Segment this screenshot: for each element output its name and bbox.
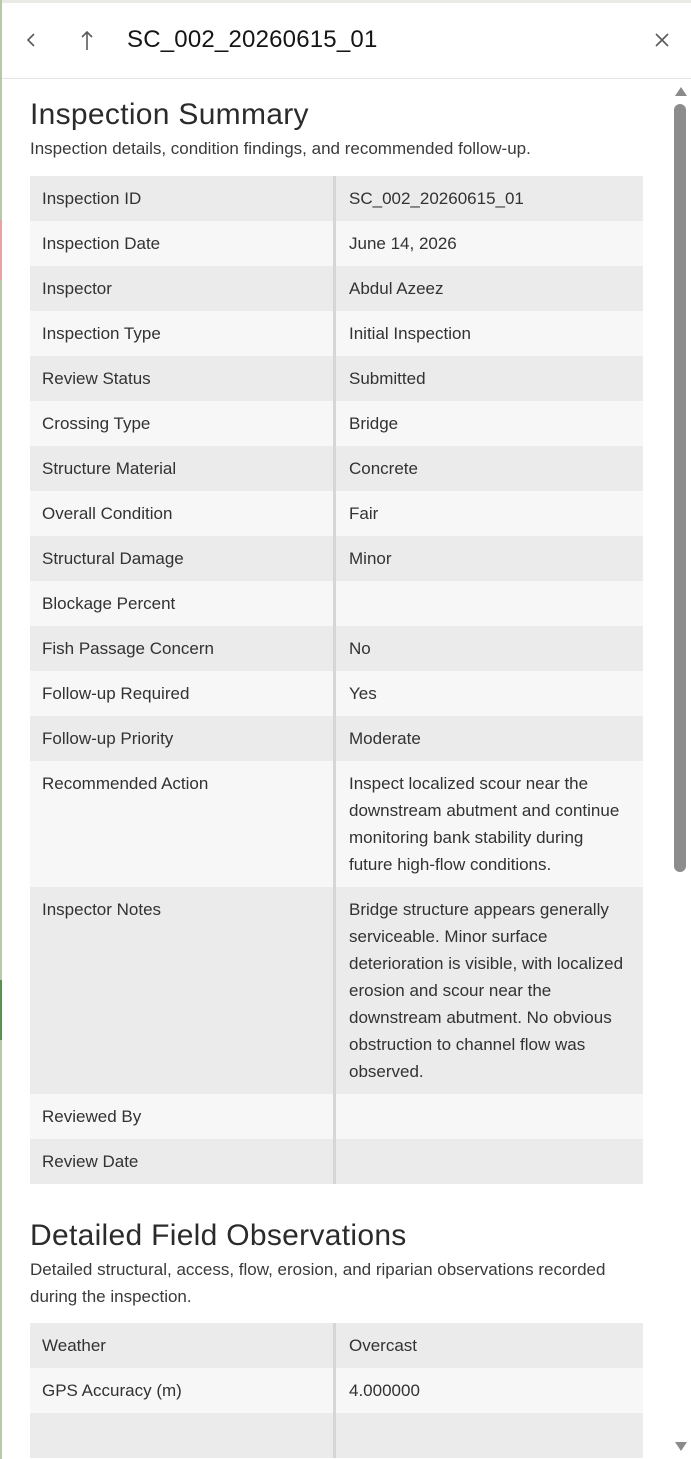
up-button[interactable] bbox=[66, 20, 106, 60]
attribute-label: Follow-up Priority bbox=[30, 716, 335, 761]
attribute-value bbox=[335, 581, 644, 626]
table-row bbox=[30, 716, 643, 761]
vertical-scrollbar[interactable] bbox=[672, 79, 691, 1459]
table-row bbox=[30, 581, 643, 626]
attribute-value: No bbox=[335, 626, 644, 671]
table-row bbox=[30, 401, 643, 446]
attribute-label: Inspector Notes bbox=[30, 887, 335, 1094]
attribute-label: Weather bbox=[30, 1323, 335, 1368]
attribute-value: Overcast bbox=[335, 1323, 644, 1368]
popup-content bbox=[30, 79, 640, 1458]
summary-attribute-table bbox=[30, 176, 643, 1184]
table-row bbox=[30, 671, 643, 716]
attribute-value: Moderate bbox=[335, 716, 644, 761]
table-row bbox=[30, 1323, 643, 1368]
observations-attribute-table bbox=[30, 1323, 643, 1458]
attribute-label: Inspector bbox=[30, 266, 335, 311]
chevron-left-icon bbox=[24, 32, 40, 48]
attribute-label: Review Date bbox=[30, 1139, 335, 1184]
table-row bbox=[30, 1094, 643, 1139]
table-row bbox=[30, 626, 643, 671]
attribute-value: Yes bbox=[335, 671, 644, 716]
attribute-value: Concrete bbox=[335, 446, 644, 491]
attribute-value: Bridge bbox=[335, 401, 644, 446]
back-button[interactable] bbox=[12, 20, 52, 60]
scroll-down-icon[interactable] bbox=[675, 1442, 687, 1451]
section-title: Inspection Summary bbox=[30, 98, 309, 131]
attribute-value bbox=[335, 1094, 644, 1139]
attribute-value: Submitted bbox=[335, 356, 644, 401]
attribute-label: Crossing Type bbox=[30, 401, 335, 446]
attribute-value: Abdul Azeez bbox=[335, 266, 644, 311]
attribute-value bbox=[335, 1139, 644, 1184]
attribute-value: Bridge structure appears generally serviceable. Minor surface deterioration is visible, with localized erosion and scour near the downstream abutment. No obvious obstruction to channel flow was observed. bbox=[335, 887, 644, 1094]
scrollbar-thumb[interactable] bbox=[674, 104, 686, 872]
arrow-up-icon bbox=[77, 29, 95, 51]
attribute-label: Review Status bbox=[30, 356, 335, 401]
attribute-value: SC_002_20260615_01 bbox=[335, 176, 644, 221]
table-row bbox=[30, 1413, 643, 1458]
section-description: Detailed structural, access, flow, erosion, and riparian observations recorded during the inspection. bbox=[30, 1260, 606, 1306]
attribute-label: GPS Accuracy (m) bbox=[30, 1368, 335, 1413]
attribute-value: 4.000000 bbox=[335, 1368, 644, 1413]
attribute-label: Follow-up Required bbox=[30, 671, 335, 716]
table-row bbox=[30, 446, 643, 491]
attribute-label: Blockage Percent bbox=[30, 581, 335, 626]
section-title: Detailed Field Observations bbox=[30, 1219, 407, 1252]
table-row bbox=[30, 761, 643, 887]
attribute-label: Recommended Action bbox=[30, 761, 335, 887]
attribute-label: Structural Damage bbox=[30, 536, 335, 581]
observations-section bbox=[30, 1184, 640, 1458]
attribute-value: Fair bbox=[335, 491, 644, 536]
table-row bbox=[30, 176, 643, 221]
attribute-value bbox=[335, 1413, 644, 1458]
table-row bbox=[30, 887, 643, 1094]
section-description: Inspection details, condition findings, and recommended follow-up. bbox=[30, 139, 531, 158]
attribute-label: Inspection Date bbox=[30, 221, 335, 266]
attribute-value: June 14, 2026 bbox=[335, 221, 644, 266]
attribute-label: Structure Material bbox=[30, 446, 335, 491]
table-row bbox=[30, 266, 643, 311]
table-row bbox=[30, 536, 643, 581]
attribute-label: Fish Passage Concern bbox=[30, 626, 335, 671]
table-row bbox=[30, 1368, 643, 1413]
attribute-value: Minor bbox=[335, 536, 644, 581]
table-row bbox=[30, 311, 643, 356]
table-row bbox=[30, 221, 643, 266]
attribute-label bbox=[30, 1413, 335, 1458]
attribute-label: Inspection Type bbox=[30, 311, 335, 356]
table-row bbox=[30, 491, 643, 536]
close-icon bbox=[654, 32, 670, 48]
attribute-label: Inspection ID bbox=[30, 176, 335, 221]
summary-section bbox=[30, 79, 640, 1184]
attribute-label: Reviewed By bbox=[30, 1094, 335, 1139]
popup-content-scroll[interactable] bbox=[2, 79, 670, 1459]
scroll-up-icon[interactable] bbox=[675, 87, 687, 96]
attribute-value: Inspect localized scour near the downstream abutment and continue monitoring bank stability during future high-flow conditions. bbox=[335, 761, 644, 887]
attribute-value: Initial Inspection bbox=[335, 311, 644, 356]
popup-title: SC_002_20260615_01 bbox=[127, 26, 378, 53]
popup-header bbox=[2, 3, 691, 79]
table-row bbox=[30, 356, 643, 401]
table-row bbox=[30, 1139, 643, 1184]
attribute-label: Overall Condition bbox=[30, 491, 335, 536]
close-button[interactable] bbox=[642, 20, 682, 60]
